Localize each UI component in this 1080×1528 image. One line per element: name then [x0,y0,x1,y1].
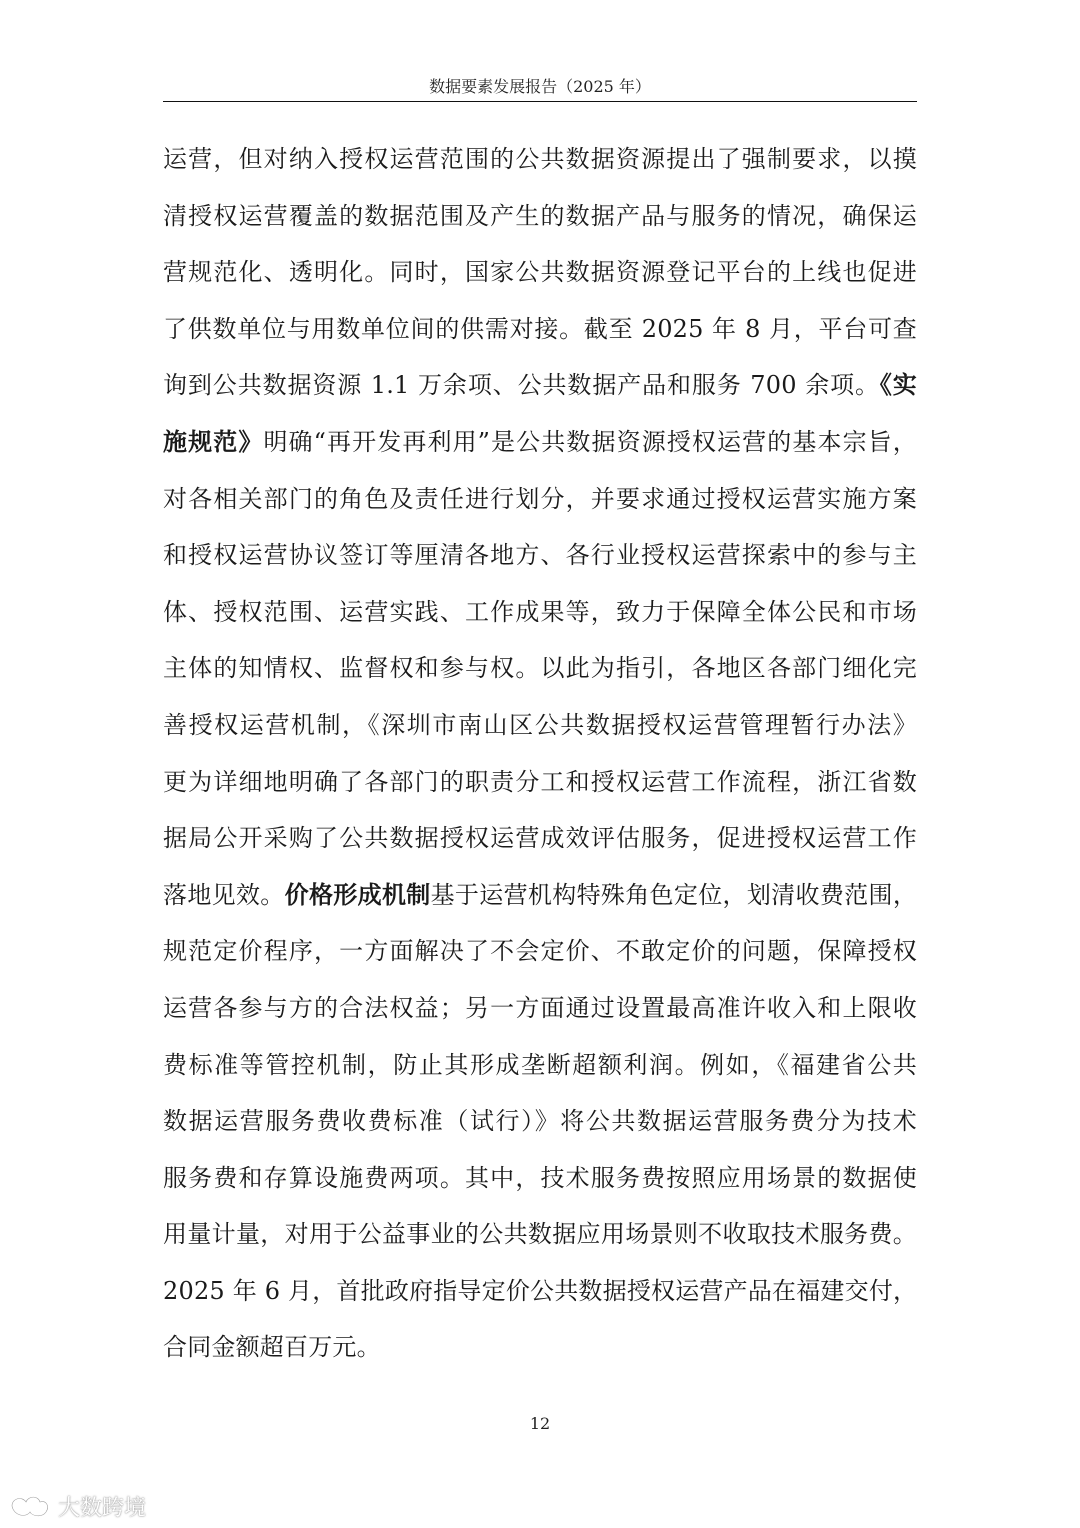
text-line [163,414,917,471]
text-line [163,1319,917,1376]
text-line [163,1150,917,1207]
text-line [163,357,917,414]
text-run: 运营，但对纳入授权运营范围的公共数据资源提出了强制要求，以摸 [163,145,917,173]
text-run: 合同金额超百万元。 [163,1333,381,1362]
text-run: 服务费和存算设施费两项。其中，技术服务费按照应用场景的数据使 [163,1163,917,1192]
text-run: 数据运营服务费收费标准（试行）》将公共数据运营服务费分为技术 [163,1107,917,1136]
text-line [163,131,917,188]
text-run: 询到公共数据资源 1.1 万余项、公共数据产品和服务 700 余项。 [163,371,880,400]
page-number: 12 [529,1414,551,1433]
text-run: 落地见效。 [163,880,285,909]
text-line [163,1206,917,1263]
text-run: 规范定价程序，一方面解决了不会定价、不敢定价的问题，保障授权 [163,937,917,966]
text-run: 据局公开采购了公共数据授权运营成效评估服务，促进授权运营工作 [163,824,917,853]
bold-term: 施规范》 [163,427,264,456]
text-line [163,244,917,301]
text-line [163,527,917,584]
bold-term: 价格形成机制 [284,880,431,909]
text-line [163,301,917,358]
watermark-logo-icon [8,1492,52,1520]
text-run: 2025 年 6 月，首批政府指导定价公共数据授权运营产品在福建交付， [163,1276,918,1305]
text-line [163,188,917,245]
text-run: 和授权运营协议签订等厘清各地方、各行业授权运营探索中的参与主 [163,541,917,570]
text-line [163,980,917,1037]
header-divider [163,101,917,102]
bold-term: 《实 [879,371,917,400]
text-line [163,697,917,754]
watermark [8,1490,146,1522]
text-run: 体、授权范围、运营实践、工作成果等，致力于保障全体公民和市场 [163,597,917,626]
text-line [163,754,917,811]
text-run: 明确“再开发再利用”是公共数据资源授权运营的基本宗旨， [263,427,917,456]
text-line [163,640,917,697]
text-run: 善授权运营机制，《深圳市南山区公共数据授权运营管理暂行办法》 [163,710,917,739]
running-header: 数据要素发展报告（2025 年） [429,77,651,96]
text-line [163,1093,917,1150]
text-run: 对各相关部门的角色及责任进行划分，并要求通过授权运营实施方案 [163,484,917,513]
text-line [163,810,917,867]
text-run: 费标准等管控机制，防止其形成垄断超额利润。例如，《福建省公共 [163,1050,917,1079]
text-run: 主体的知情权、监督权和参与权。以此为指引，各地区各部门细化完 [163,654,917,683]
text-run: 营规范化、透明化。同时，国家公共数据资源登记平台的上线也促进 [163,258,917,287]
text-line [163,1263,917,1320]
text-line [163,867,917,924]
text-line [163,923,917,980]
text-run: 了供数单位与用数单位间的供需对接。截至 2025 年 8 月，平台可查 [163,314,917,343]
text-run: 基于运营机构特殊角色定位，划清收费范围， [430,880,918,909]
text-line [163,471,917,528]
text-run: 用量计量，对用于公益事业的公共数据应用场景则不收取技术服务费。 [163,1220,917,1249]
text-line [163,584,917,641]
text-run: 清授权运营覆盖的数据范围及产生的数据产品与服务的情况，确保运 [163,201,917,230]
text-run: 运营各参与方的合法权益；另一方面通过设置最高准许收入和上限收 [163,993,917,1022]
watermark-text: 大数跨境 [58,1495,147,1521]
body-paragraph [163,131,917,1376]
text-run: 更为详细地明确了各部门的职责分工和授权运营工作流程，浙江省数 [163,767,917,796]
text-line [163,1037,917,1094]
